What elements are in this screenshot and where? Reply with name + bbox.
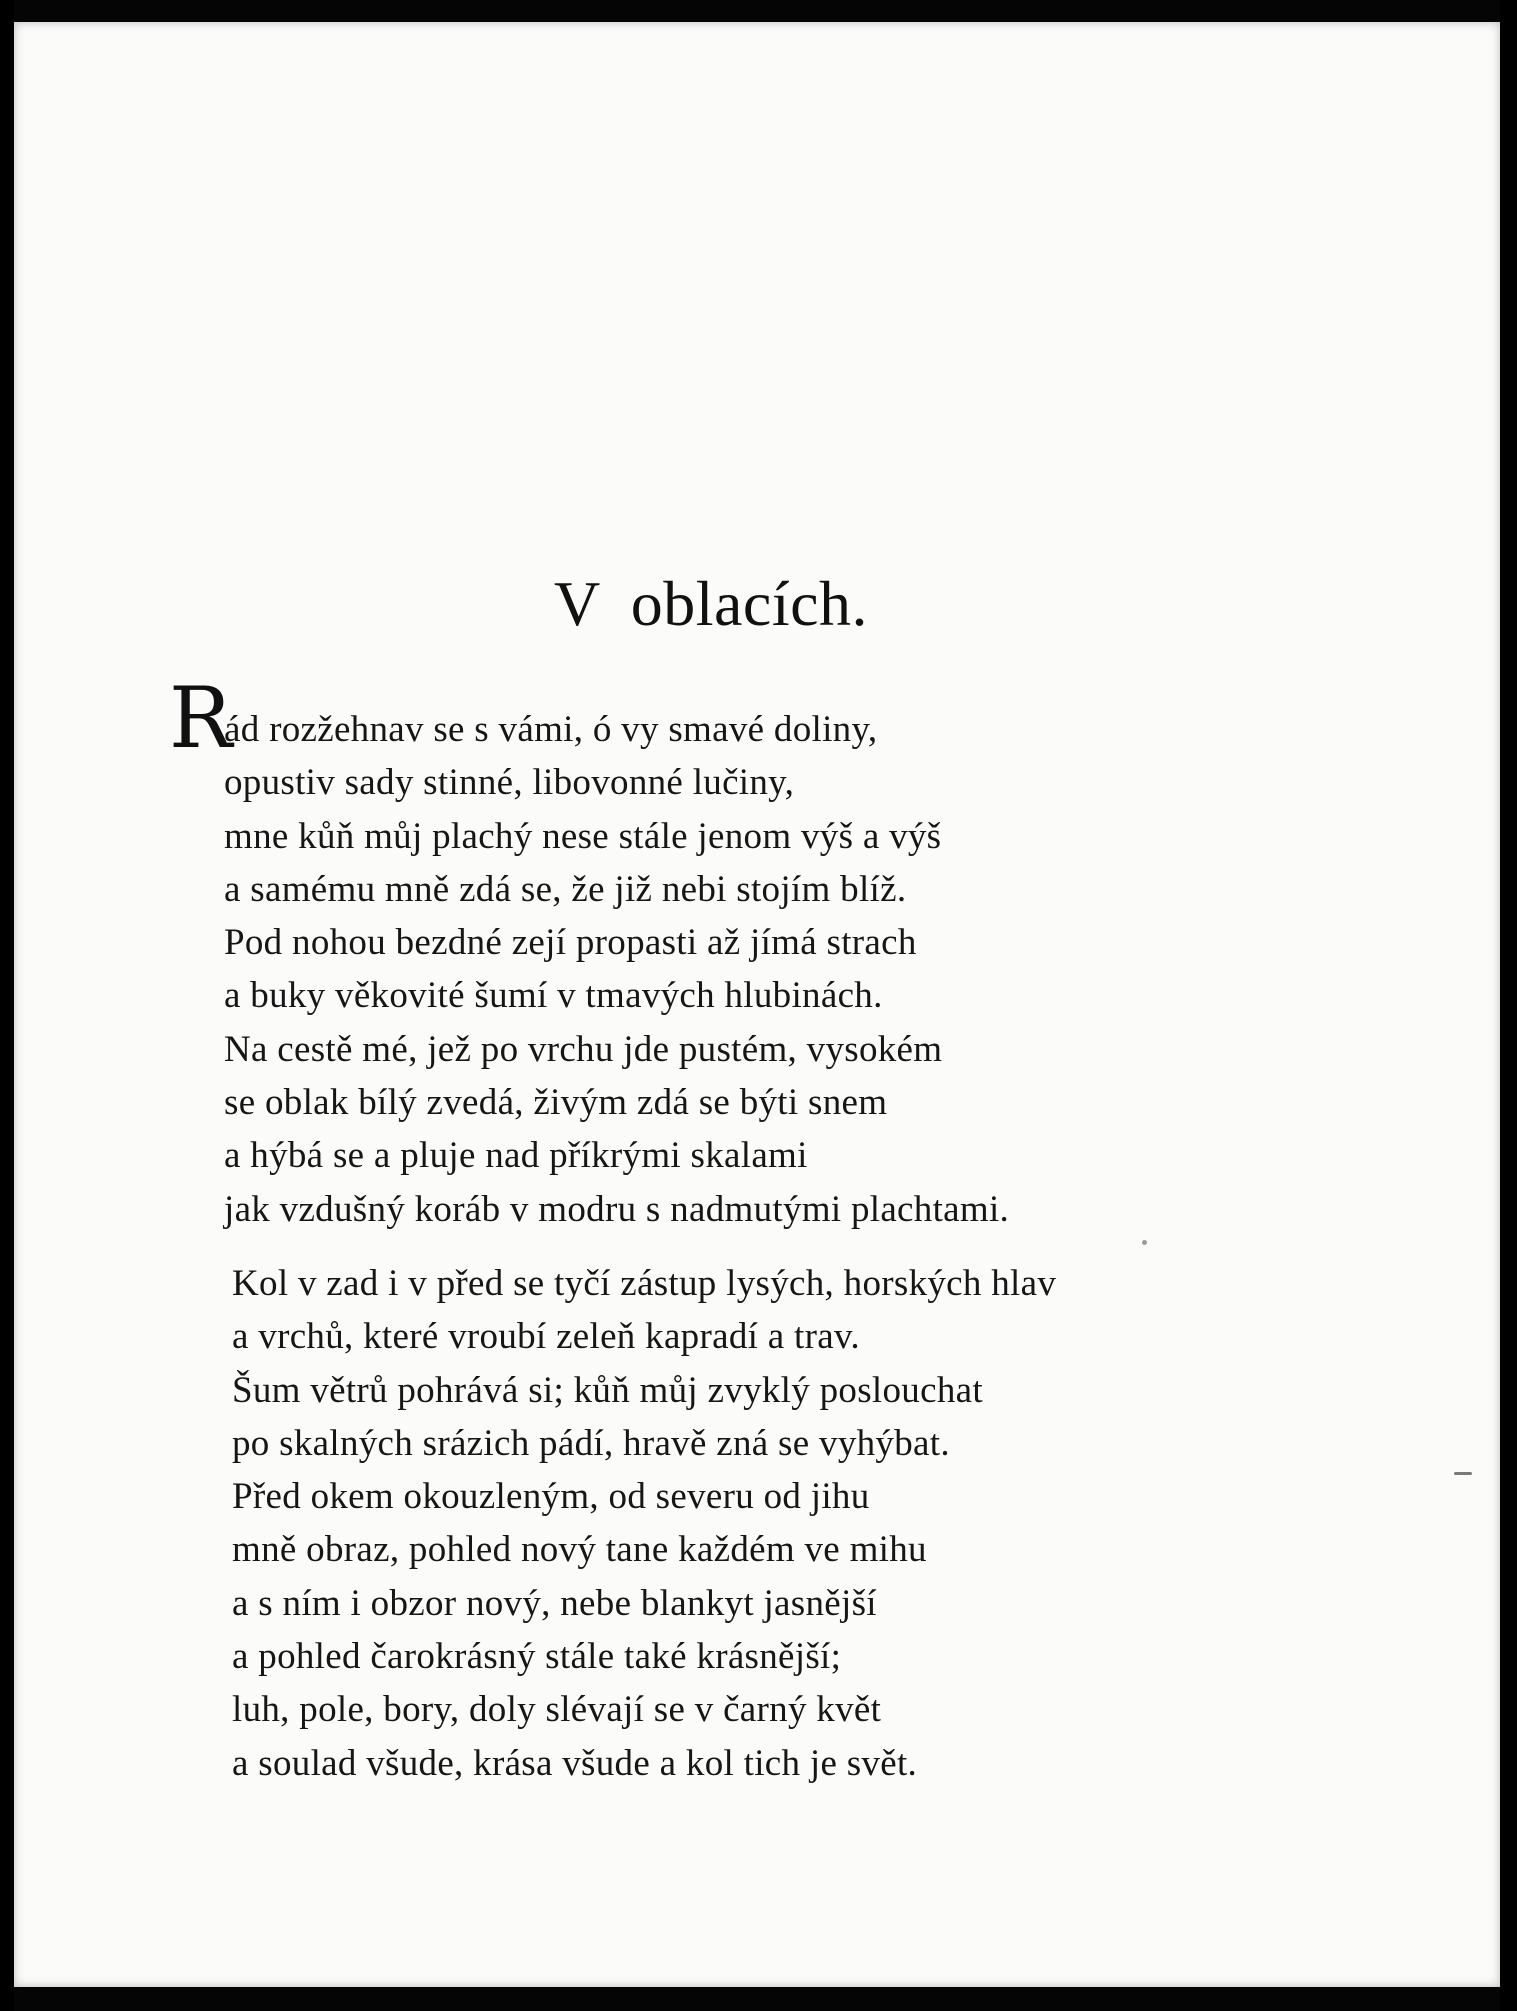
poem-line: a buky věkovité šumí v tmavých hlubinách. xyxy=(224,975,883,1017)
poem-line: mně obraz, pohled nový tane každém ve mihu xyxy=(232,1529,927,1571)
poem-line: Na cestě mé, jež po vrchu jde pustém, vysokém xyxy=(224,1028,943,1070)
poem-line: a hýbá se a pluje nad příkrými skalami xyxy=(224,1135,808,1177)
scan-right-border xyxy=(1500,0,1517,2011)
scan-speck xyxy=(1454,1472,1472,1475)
poem-line: ád rozžehnav se s vámi, ó vy smavé doliny, xyxy=(224,709,878,750)
scan-left-border xyxy=(0,0,14,2011)
poem-line: a samému mně zdá se, že již nebi stojím blíž. xyxy=(224,868,907,910)
book-page xyxy=(14,22,1500,1987)
title-initial: V xyxy=(554,568,601,639)
poem-line: Kol v zad i v před se tyčí zástup lysých, horských hlav xyxy=(232,1263,1057,1304)
scan-speck xyxy=(1142,1240,1147,1245)
poem-line: mne kůň můj plachý nese stále jenom výš a výš xyxy=(224,815,942,857)
poem-line: opustiv sady stinné, libovonné lučiny, xyxy=(224,762,795,804)
poem-line: jak vzdušný koráb v modru s nadmutými plachtami. xyxy=(224,1188,1010,1230)
poem-line: Šum větrů pohrává si; kůň můj zvyklý poslouchat xyxy=(232,1369,983,1411)
poem-line: Pod nohou bezdné zejí propasti až jímá strach xyxy=(224,922,917,964)
poem-line: se oblak bílý zvedá, živým zdá se býti snem xyxy=(224,1082,888,1124)
title-word: oblacích. xyxy=(630,568,868,639)
stanza-2 xyxy=(232,1257,1056,1790)
poem-line: po skalných srázich pádí, hravě zná se vyhýbat. xyxy=(232,1422,950,1464)
drop-cap-letter: R xyxy=(169,669,233,767)
poem-title xyxy=(554,567,868,641)
poem-line: luh, pole, bory, doly slévají se v čarný květ xyxy=(232,1689,882,1731)
stanza-1 xyxy=(224,703,1009,1236)
poem-line: a pohled čarokrásný stále také krásnější; xyxy=(232,1636,842,1678)
poem-line: a soulad všude, krása všude a kol tich je svět. xyxy=(232,1742,918,1784)
poem-line: a vrchů, které vroubí zeleň kapradí a trav. xyxy=(232,1316,860,1358)
poem-line: Před okem okouzleným, od severu od jihu xyxy=(232,1476,870,1518)
poem-line: a s ním i obzor nový, nebe blankyt jasnější xyxy=(232,1582,877,1624)
